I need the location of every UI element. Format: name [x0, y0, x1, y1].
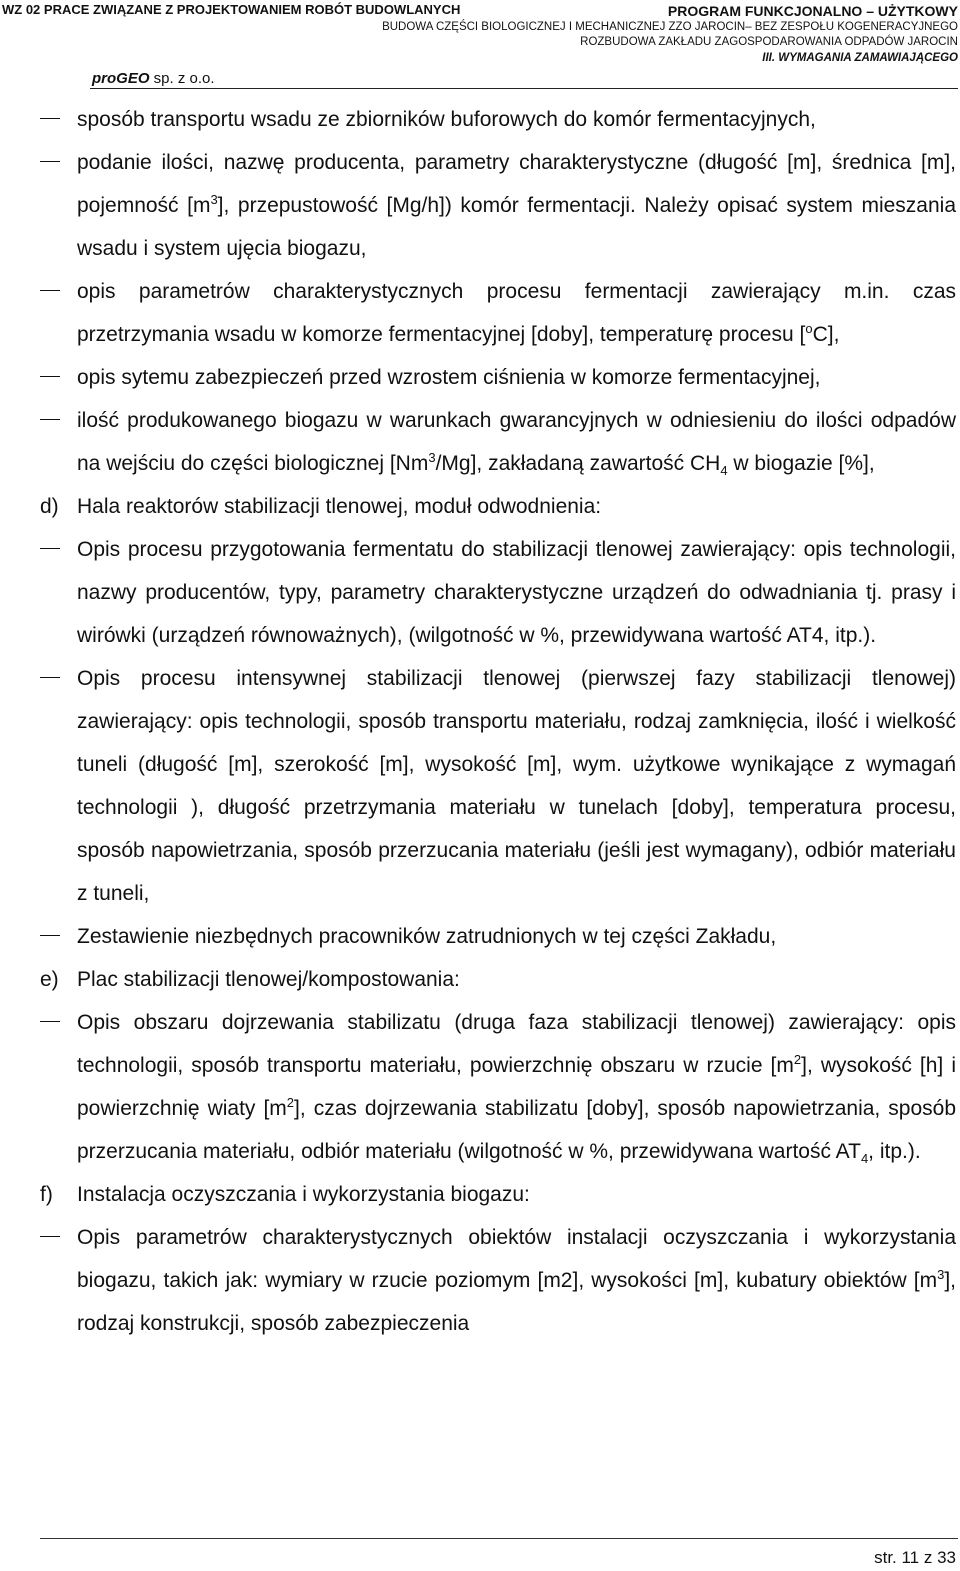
section-letter: d) — [40, 495, 59, 518]
dash-bullet — [40, 657, 60, 700]
dash-bullet — [40, 915, 60, 958]
header-left-title: WZ 02 PRACE ZWIĄZANE Z PROJEKTOWANIEM ROBÓT BUDOWLANYCH — [2, 2, 461, 17]
list-item: podanie ilości, nazwę producenta, parametry charakterystyczne (długość [m], średnica [m], pojemność $[m^3]$, przepustowość [Mg/h]) komór fermentacji. Należy opisać system mieszania wsadu i system ujęcia biogazu, — [40, 141, 956, 270]
section-letter: f) — [40, 1183, 53, 1206]
section-heading-e: e) Plac stabilizacji tlenowej/kompostowania: — [40, 958, 956, 1001]
section-heading-d: d) Hala reaktorów stabilizacji tlenowej, moduł odwodnienia: — [40, 485, 956, 528]
section-heading-f: f) Instalacja oczyszczania i wykorzystania biogazu: — [40, 1173, 956, 1216]
document-body — [40, 98, 956, 1345]
list-item: ilość produkowanego biogazu w warunkach gwarancyjnych w odniesieniu do ilości odpadów na wejściu do części biologicznej [Nm$^3$/Mg], zakładaną zawartość $CH_4$ w biogazie [%], — [40, 399, 956, 485]
dash-bullet — [40, 1001, 60, 1044]
dash-bullet — [40, 270, 60, 313]
list-item: Opis obszaru dojrzewania stabilizatu (druga faza stabilizacji tlenowej) zawierający: opis technologii, sposób transportu materiału, powierzchnię obszaru w rzucie $[m^2]$, wysokość [h] i powierzchnię wiaty $[m^2]$, czas dojrzewania stabilizatu [doby], sposób napowietrzania, sposób przerzucania materiału, odbiór materiału (wilgotność w %, przewidywana wartość $AT_4$, itp.). — [40, 1001, 956, 1173]
list-item: Opis procesu intensywnej stabilizacji tlenowej (pierwszej fazy stabilizacji tlenowej) zawierający: opis technologii, sposób transportu materiału, rodzaj zamknięcia, ilość i wielkość tuneli (długość [m], szerokość [m], wysokość [m], wym. użytkowe wynikające z wymagań technologii ), długość przetrzymania materiału w tunelach [doby], temperatura procesu, sposób napowietrzania, sposób przerzucania materiału (jeśli jest wymagany), odbiór materiału z tuneli, — [40, 657, 956, 915]
page-header — [0, 0, 960, 100]
dash-bullet — [40, 356, 60, 399]
dash-bullet — [40, 399, 60, 442]
company-logo: proGEO sp. z o.o. — [92, 70, 219, 87]
list-item: Opis procesu przygotowania fermentatu do stabilizacji tlenowej zawierający: opis technologii, nazwy producentów, typy, parametry charakterystyczne urządzeń do odwadniania tj. prasy i wirówki (urządzeń równoważnych), (wilgotność w %, przewidywana wartość AT4, itp.). — [40, 528, 956, 657]
list-item: opis parametrów charakterystycznych procesu fermentacji zawierający m.in. czas przetrzymania wsadu w komorze fermentacyjnej [doby], temperaturę procesu [$^o$C], — [40, 270, 956, 356]
dash-bullet — [40, 1216, 60, 1259]
page-number: str. 11 z 33 — [874, 1548, 956, 1567]
section-letter: e) — [40, 968, 59, 991]
dash-bullet — [40, 141, 60, 184]
dash-bullet — [40, 98, 60, 141]
list-item: Zestawienie niezbędnych pracowników zatrudnionych w tej części Zakładu, — [40, 915, 956, 958]
header-right-block — [382, 2, 958, 66]
header-program-title: PROGRAM FUNKCJONALNO – UŻYTKOWY — [667, 3, 958, 19]
footer-rule — [40, 1538, 958, 1539]
header-rule — [90, 88, 958, 89]
list-item: sposób transportu wsadu ze zbiorników buforowych do komór fermentacyjnych, — [40, 98, 956, 141]
header-section-title: III. WYMAGANIA ZAMAWIAJĄCEGO — [762, 52, 958, 64]
list-item: opis sytemu zabezpieczeń przed wzrostem ciśnienia w komorze fermentacyjnej, — [40, 356, 956, 399]
header-project-subtitle: ROZBUDOWA ZAKŁADU ZAGOSPODAROWANIA ODPADÓW JAROCIN — [580, 36, 958, 48]
dash-bullet — [40, 528, 60, 571]
header-project-name: BUDOWA CZĘŚCI BIOLOGICZNEJ I MECHANICZNEJ ZZO JAROCIN– BEZ ZESPOŁU KOGENERACYJNEGO — [382, 21, 958, 33]
list-item: Opis parametrów charakterystycznych obiektów instalacji oczyszczania i wykorzystania biogazu, takich jak: wymiary w rzucie poziomym [m2], wysokości [m], kubatury obiektów $[m^3]$, rodzaj konstrukcji, sposób zabezpieczenia — [40, 1216, 956, 1345]
